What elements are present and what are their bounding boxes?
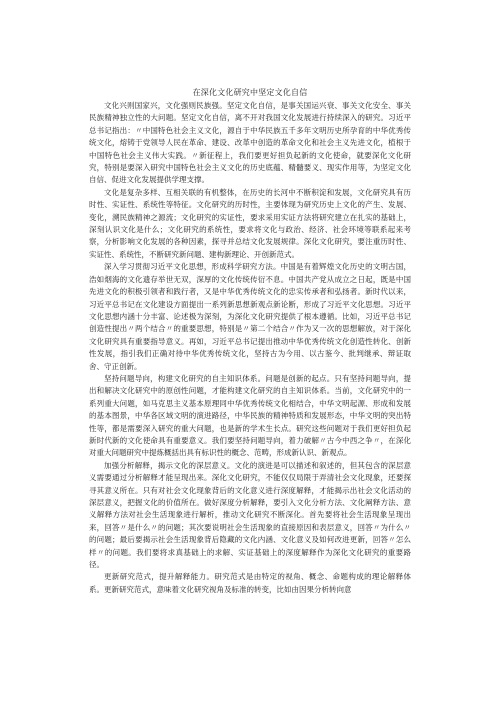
document-title: 在深化文化研究中坚定文化自信: [192, 88, 308, 97]
paragraph-2: 文化是复杂多样、互相关联的有机整体，在历史的长河中不断积淀和发展，文化研究具有历时性、实证性、系统性等特征。文化研究的历时性，主要体现为研究历史上文化的产生、发展、变化，溯民族精神之源流；文化研究的实证性，要求采用实证方法将研究建立在扎实的基础上，深刻认识文化是什么；文化研究的系统性，要求将文化与政治、经济、社会环境等联系起来考察，分析影响文化发展的各种因素，探寻并总结文化发展规律。深化文化研究，要注重历时性、实证性、系统性，不断研究新问题、建构新理论、开创新范式。: [89, 187, 411, 259]
paragraph-6: 更新研究范式，提升解释能力。研究范式是由特定的视角、概念、命题构成的理论解释体系。更新研究范式，意味着文化研究视角及标准的转变，比如由因果分析转向意: [89, 572, 411, 594]
paragraph-4: 坚持问题导向，构建文化研究的自主知识体系。问题是创新的起点。只有坚持问题导向，提出和解决文化研究中的原创性问题，才能构建文化研究的自主知识体系。当前，文化研究中的一系列重大问题，如马克思主义基本原理同中华优秀传统文化相结合，中华文明起源、形成和发展的基本图景，中华各区域文明的演进路径，中华民族的精神特质和发展形态，中华文明的突出特性等，都是需要深入研究的重大问题，也是新的学术生长点。研究这些问题对于我们更好担负起新时代新的文化使命具有重要意义。我们要坚持问题导向，着力破解〃古今中西之争〃，在深化对重大问题研究中提炼概括出具有标识性的概念、范畴，形成新认识、新观点。: [89, 373, 411, 458]
paragraph-5: 加强分析解释，揭示文化的深层意义。文化的演进是可以描述和叙述的，但其包含的深层意义需要通过分析解释才能呈现出来。深化文化研究，不能仅仅局限于弄清社会文化现象，还要探寻其意义所在。只有对社会文化现象背后的文化意义进行深度解释，才能揭示出社会文化活动的深层意义，把握文化的价值所在。做好深度分析解释，要引入文化分析方法、文化阐释方法、意义解释方法对社会生活现象进行解析，推动文化研究不断深化。首先要将社会生活现象呈现出来，回答〃是什么〃的问题；其次要说明社会生活现象的直接原因和表层意义，回答〃为什么〃的问题；最后要揭示社会生活现象背后隐藏的文化内涵、文化意义及如何改进更新，回答〃怎么样〃的问题。我们要将求真基础上的求解、实证基础上的深度解释作为深化文化研究的重要路径。: [89, 460, 411, 570]
paragraph-1: 文化兴则国家兴，文化强则民族强。坚定文化自信，是事关国运兴衰、事关文化安全、事关民族精神独立性的大问题。坚定文化自信，离不开对我国文化发展进行持续深入的研究。习近平总书记指出：〃中国特色社会主义文化，源自于中华民族五千多年文明历史所孕育的中华优秀传统文化，熔铸于党领导人民在革命、建设、改革中创造的革命文化和社会主义先进文化，植根于中国特色社会主义伟大实践。〃新征程上，我们要更好担负起新的文化使命，就要深化文化研究，特别是要深入研究中国特色社会主义文化的历史底蕴、精髓要义、现实作用等，为坚定文化自信、促进文化发展提供学理支撑。: [89, 101, 411, 185]
paragraph-3: 深入学习贯彻习近平文化思想，形成科学研究方法。中国是有着辉煌文化历史的文明古国，浩如烟海的文化遗存举世无双，深厚的文化传统传衍不息。中国共产党从成立之日起，既是中国先进文化的积极引领者和践行者，又是中华优秀传统文化的忠实传承者和弘扬者。新时代以来，习近平总书记在文化建设方面提出一系列新思想新观点新论断，形成了习近平文化思想。习近平文化思想内涵十分丰富、论述极为深刻，为深化文化研究提供了根本遵循。比如，习近平总书记创造性提出〃两个结合〃的重要思想，特别是〃第二个结合〃作为又一次的思想解放，对于深化文化研究具有重要指导意义。再如，习近平总书记提出推动中华优秀传统文化创造性转化、创新性发展，指引我们正确对待中华优秀传统文化，坚持古为今用、以古鉴今、批判继承、辩证取舍、守正创新。: [89, 262, 411, 371]
